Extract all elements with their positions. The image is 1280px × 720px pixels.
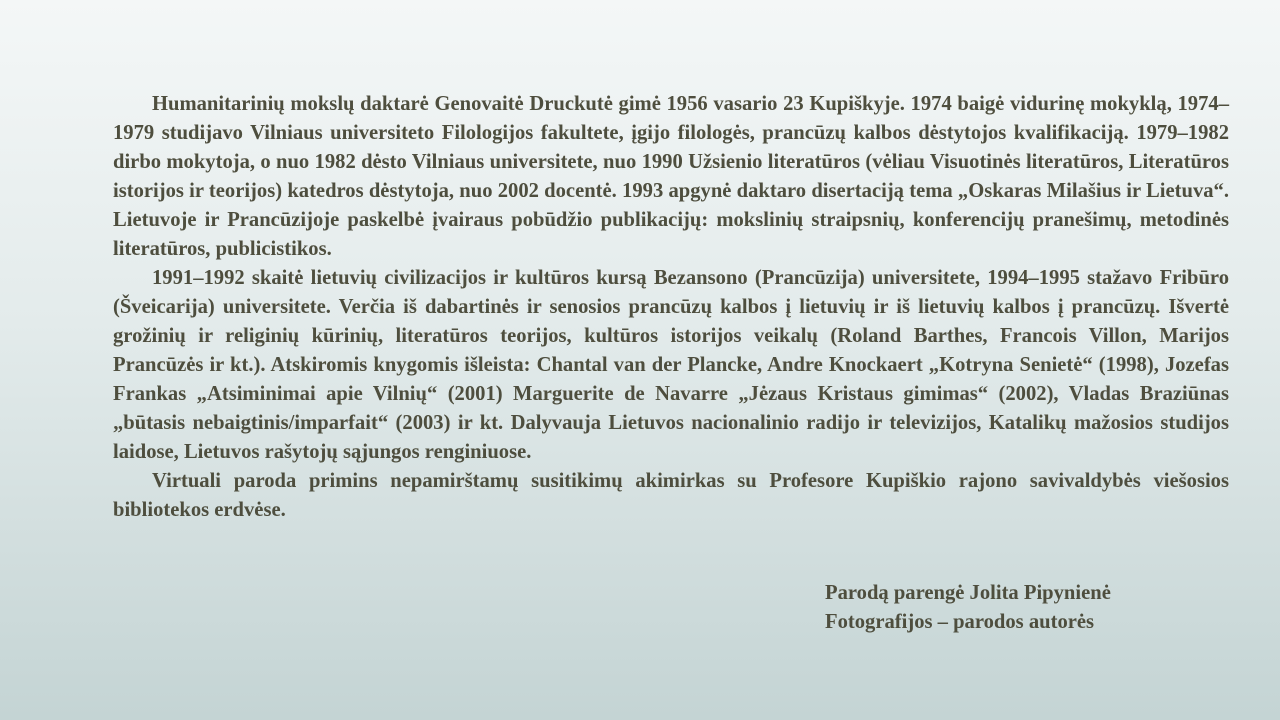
prepared-by-credit: Parodą parengė Jolita Pipynienė (825, 582, 1111, 604)
biography-paragraph-1: Humanitarinių mokslų daktarė Genovaitė Druckutė gimė 1956 vasario 23 Kupiškyje. 1974 baigė vidurinę mokyklą, 1974–1979 studijavo Vilniaus universiteto Filologijos fakultete, įgijo filologės, prancūzų kalbos dėstytojos kvalifikaciją. 1979–1982 dirbo mokytoja, o nuo 1982 dėsto Vilniaus universitete, nuo 1990 Užsienio literatūros (vėliau Visuotinės literatūros, Literatūros istorijos ir teorijos) katedros dėstytoja, nuo 2002 docentė. 1993 apgynė daktaro disertaciją tema „Oskaras Milašius ir Lietuva“. Lietuvoje ir Prancūzijoje paskelbė įvairaus pobūdžio publikacijų: mokslinių straipsnių, konferencijų pranešimų, metodinės literatūros, publicistikos. (113, 93, 1229, 260)
biography-paragraph-3: Virtuali paroda primins nepamirštamų susitikimų akimirkas su Profesore Kupiškio rajono savivaldybės viešosios bibliotekos erdvėse. (113, 470, 1229, 521)
photos-credit: Fotografijos – parodos autorės (825, 611, 1095, 633)
credits (825, 579, 1111, 637)
biography-text (113, 90, 1229, 525)
biography-paragraph-2: 1991–1992 skaitė lietuvių civilizacijos ir kultūros kursą Bezansono (Prancūzija) universitete, 1994–1995 stažavo Fribūro (Šveicarija) universitete. Verčia iš dabartinės ir senosios prancūzų kalbos į lietuvių ir iš lietuvių kalbos į prancūzų. Išvertė grožinių ir religinių kūrinių, literatūros teorijos, kultūros istorijos veikalų (Roland Barthes, Francois Villon, Marijos Prancūzės ir kt.). Atskiromis knygomis išleista: Chantal van der Plancke, Andre Knockaert „Kotryna Senietė“ (1998), Jozefas Frankas „Atsiminimai apie Vilnių“ (2001) Marguerite de Navarre „Jėzaus Kristaus gimimas“ (2002), Vladas Braziūnas „būtasis nebaigtinis/imparfait“ (2003) ir kt. Dalyvauja Lietuvos nacionalinio radijo ir televizijos, Katalikų mažosios studijos laidose, Lietuvos rašytojų sąjungos renginiuose. (113, 267, 1229, 463)
